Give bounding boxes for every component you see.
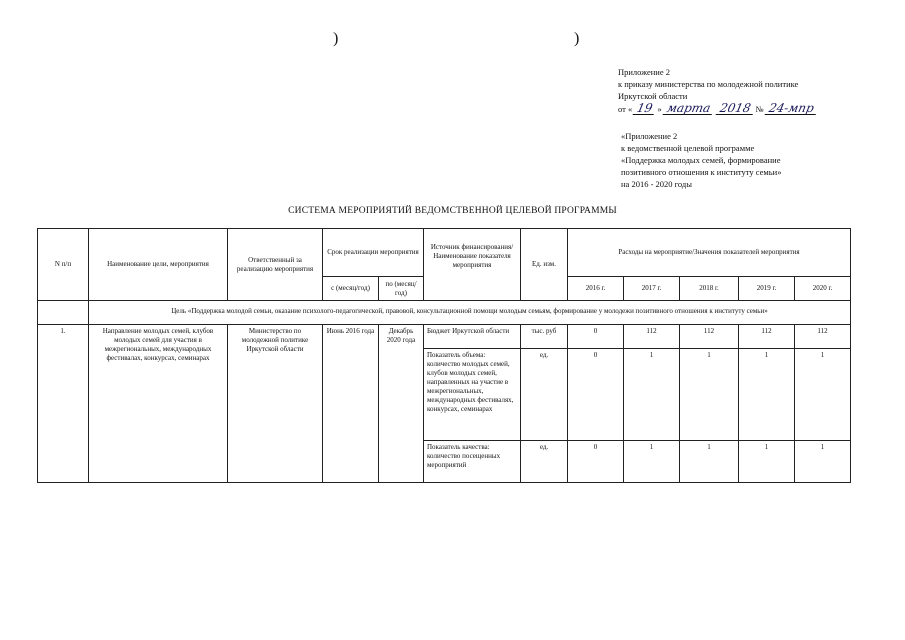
header-name: Наименование цели, мероприятия [89, 229, 228, 301]
order-date-number-row [618, 102, 888, 115]
row1-volume-2020: 1 [795, 349, 851, 441]
from-label: от « [618, 104, 633, 114]
header-year-2017: 2017 г. [624, 277, 680, 301]
measures-table [37, 228, 851, 483]
row1-quality-2020: 1 [795, 441, 851, 483]
row1-to: Декабрь 2020 года [379, 325, 424, 483]
row1-volume-2017: 1 [624, 349, 680, 441]
handwritten-day: 19 [633, 102, 657, 115]
header-year-2016: 2016 г. [568, 277, 624, 301]
row1-responsible: Министерство по молодежной политике Иркутской области [228, 325, 323, 483]
handwritten-month: марта [662, 102, 714, 115]
row1-quality-2019: 1 [739, 441, 795, 483]
program-appendix-note [621, 130, 896, 190]
header-num: N п/п [38, 229, 89, 301]
header-expenses: Расходы на мероприятие/Значения показателей мероприятия [568, 229, 851, 277]
header-source: Источник финансирования/Наименование показателя мероприятия [424, 229, 521, 301]
row1-budget-2017: 112 [624, 325, 680, 349]
header-year-2019: 2019 г. [739, 277, 795, 301]
appendix2-line1: «Приложение 2 [621, 131, 678, 141]
row1-quality-2016: 0 [568, 441, 624, 483]
appendix2-line5: на 2016 - 2020 годы [621, 179, 692, 189]
row1-volume-2016: 0 [568, 349, 624, 441]
goal-num-cell [38, 301, 89, 325]
row1-num: 1. [38, 325, 89, 483]
row1-budget-2018: 112 [680, 325, 739, 349]
handwritten-year: 2018 [716, 102, 755, 115]
row1-quality-2018: 1 [680, 441, 739, 483]
header-period-from: с (месяц/год) [323, 277, 379, 301]
header-period: Срок реализации мероприятия [323, 229, 424, 277]
appendix1-line2: к приказу министерства по молодежной политике [618, 79, 799, 89]
order-appendix-note [618, 66, 888, 115]
header-responsible: Ответственный за реализацию мероприятия [228, 229, 323, 301]
appendix1-line1: Приложение 2 [618, 67, 670, 77]
header-period-to: по (месяц/год) [379, 277, 424, 301]
paren-mark-right: ) [574, 30, 580, 47]
appendix1-line3: Иркутской области [618, 91, 688, 101]
row1-volume-2018: 1 [680, 349, 739, 441]
row1-budget-2020: 112 [795, 325, 851, 349]
row1-quality-2017: 1 [624, 441, 680, 483]
appendix2-line2: к ведомственной целевой программе [621, 143, 755, 153]
quote-close: » [657, 104, 662, 114]
header-unit: Ед. изм. [521, 229, 568, 301]
row1-source-volume: Показатель объема: количество молодых семей, клубов молодых семей, направленных на участие в межрегиональных, международных фестивалях, конкурсах, семинарах [424, 349, 521, 441]
appendix2-line3: «Поддержка молодых семей, формирование [621, 155, 781, 165]
row1-name: Направление молодых семей, клубов молодых семей для участия в межрегиональных, международных фестивалах, конкурсах, семинарах [89, 325, 228, 483]
appendix2-line4: позитивного отношения к институту семьи» [621, 167, 782, 177]
row1-budget-2019: 112 [739, 325, 795, 349]
row1-source-quality: Показатель качества: количество посещенных мероприятий [424, 441, 521, 483]
header-year-2020: 2020 г. [795, 277, 851, 301]
row1-volume-2019: 1 [739, 349, 795, 441]
row1-budget-2016: 0 [568, 325, 624, 349]
goal-row: Цель «Поддержка молодой семьи, оказание психолого-педагогической, правовой, консультационной помощи молодым семьям, формирование у молодежи позитивного отношения к институту семьи» [89, 301, 851, 325]
row1-from: Июнь 2016 года [323, 325, 379, 483]
row1-unit-budget: тыс. руб [521, 325, 568, 349]
document-title: СИСТЕМА МЕРОПРИЯТИЙ ВЕДОМСТВЕННОЙ ЦЕЛЕВОЙ ПРОГРАММЫ [288, 206, 617, 216]
row1-unit-quality: ед. [521, 441, 568, 483]
number-label: № [755, 104, 764, 114]
header-year-2018: 2018 г. [680, 277, 739, 301]
row1-unit-volume: ед. [521, 349, 568, 441]
paren-mark-left: ) [333, 30, 339, 47]
handwritten-number: 24-мпр [764, 102, 817, 115]
row1-source-budget: Бюджет Иркутской области [424, 325, 521, 349]
